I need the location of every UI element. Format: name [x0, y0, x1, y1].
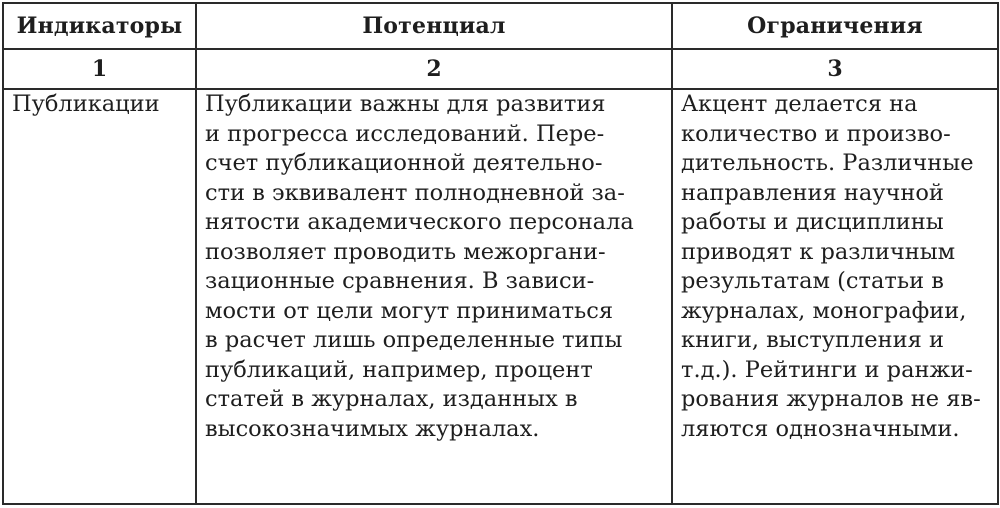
potential-cell — [196, 89, 672, 504]
limitations-line: ляются однозначными. — [681, 415, 960, 442]
header-potential: Потенциал — [196, 3, 672, 49]
limitations-line: результатам (статьи в — [681, 268, 944, 294]
column-number-3: 3 — [672, 49, 998, 89]
potential-line: высокозначимых журналах. — [205, 415, 540, 442]
table-row — [3, 89, 998, 504]
limitations-line: рования журналов не яв- — [681, 386, 981, 412]
header-limitations: Ограничения — [672, 3, 998, 49]
limitations-cell — [672, 89, 998, 504]
potential-line: зационные сравнения. В зависи- — [205, 268, 595, 294]
limitations-line: приводят к различным — [681, 238, 956, 265]
column-number-1: 1 — [3, 49, 196, 89]
limitations-line: количество и произво- — [681, 120, 951, 147]
indicator-name: Публикации — [12, 91, 160, 117]
potential-line: сти в эквивалент полнодневной за- — [205, 179, 625, 206]
header-row — [3, 3, 998, 49]
limitations-line: книги, выступления и — [681, 327, 944, 353]
limitations-line: журналах, монографии, — [681, 297, 967, 324]
potential-line: и прогресса исследований. Пере- — [205, 120, 605, 147]
header-indicators: Индикаторы — [3, 3, 196, 49]
limitations-line: т.д.). Рейтинги и ранжи- — [681, 356, 973, 383]
potential-line: нятости академического персонала — [205, 209, 634, 235]
column-number-row — [3, 49, 998, 89]
column-number-2: 2 — [196, 49, 672, 89]
potential-line: позволяет проводить межоргани- — [205, 238, 606, 265]
limitations-line: работы и дисциплины — [681, 209, 944, 235]
limitations-line: Акцент делается на — [681, 91, 918, 117]
potential-line: Публикации важны для развития — [205, 91, 606, 117]
indicators-table — [2, 2, 999, 505]
indicator-cell — [3, 89, 196, 504]
potential-line: статей в журналах, изданных в — [205, 386, 578, 412]
potential-line: мости от цели могут приниматься — [205, 297, 614, 324]
potential-line: счет публикационной деятельно- — [205, 150, 603, 176]
potential-line: в расчет лишь определенные типы — [205, 327, 623, 353]
limitations-line: дительность. Различные — [681, 150, 974, 176]
potential-line: публикаций, например, процент — [205, 356, 593, 383]
limitations-line: направления научной — [681, 179, 944, 206]
